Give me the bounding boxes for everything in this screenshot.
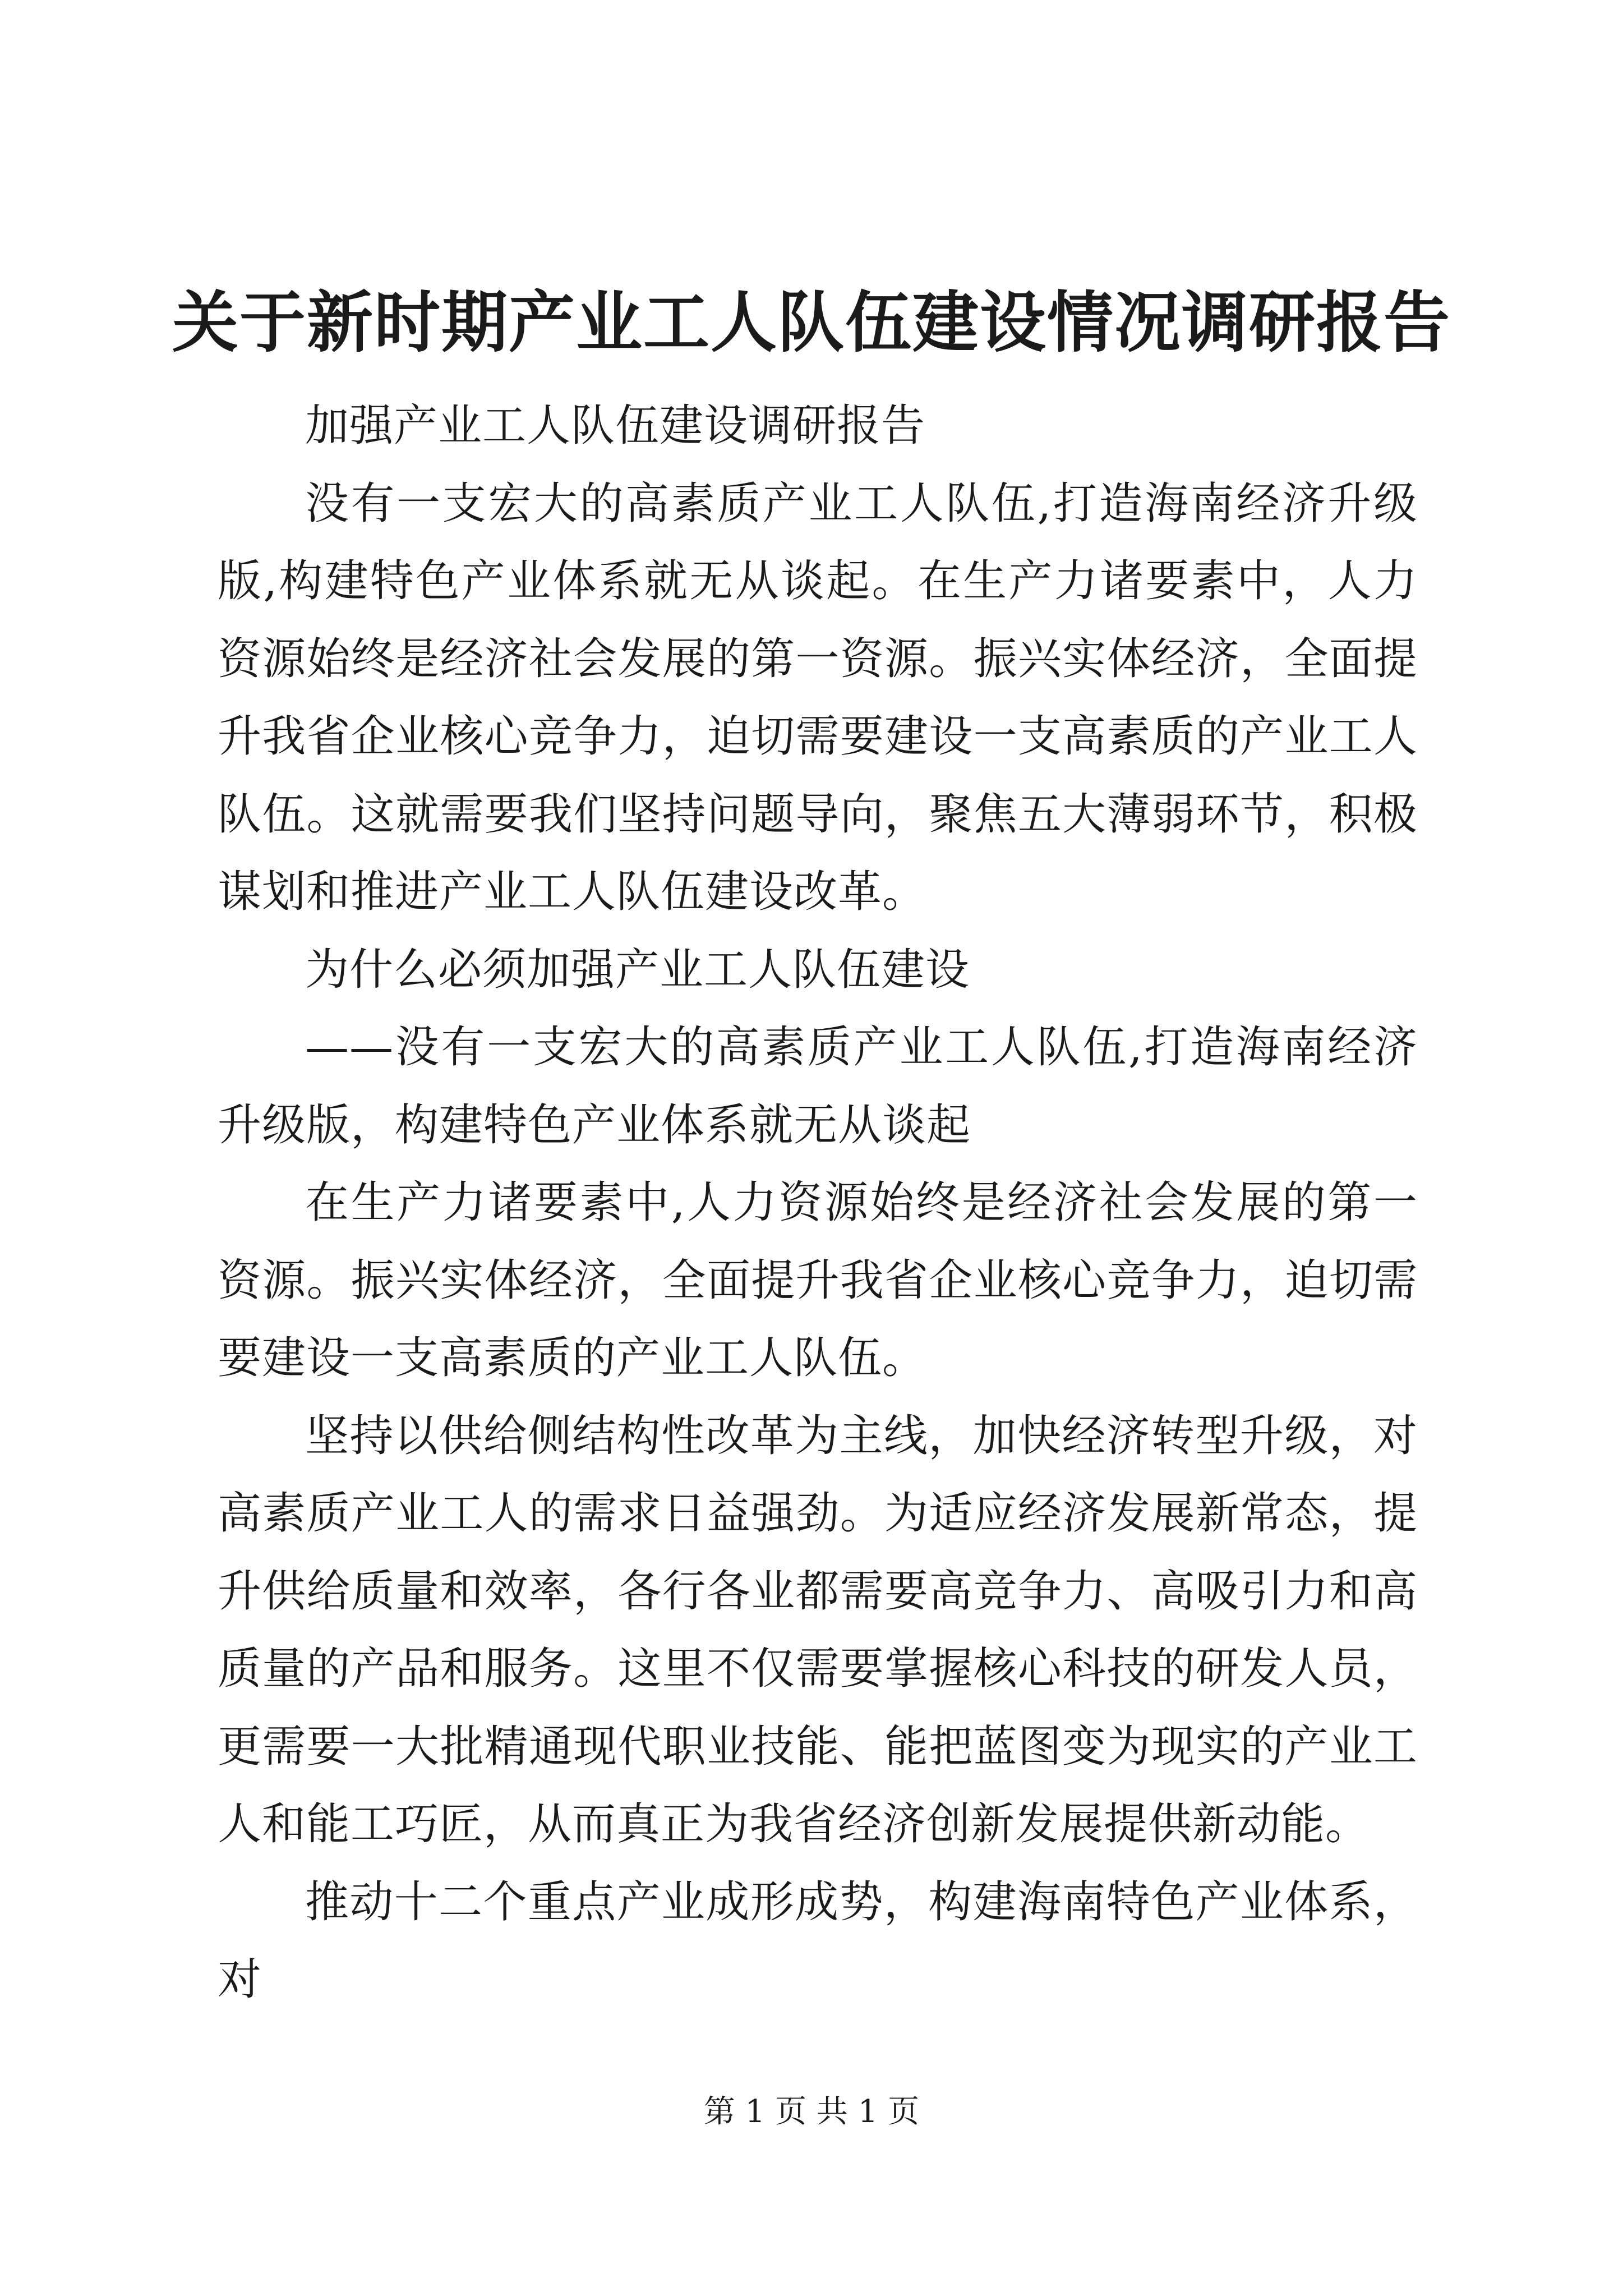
paragraph: 坚持以供给侧结构性改革为主线，加快经济转型升级，对高素质产业工人的需求日益强劲。为适应经济发展新常态，提升供给质量和效率，各行各业都需要高竞争力、高吸引力和高质量的产品和服务。这里不仅需要掌握核心科技的研发人员，更需要一大批精通现代职业技能、能把蓝图变为现实的产业工人和能工巧匠，从而真正为我省经济创新发展提供新动能。 bbox=[218, 1410, 1418, 1849]
paragraph: 没有一支宏大的高素质产业工人队伍,打造海南经济升级版,构建特色产业体系就无从谈起。在生产力诸要素中，人力资源始终是经济社会发展的第一资源。振兴实体经济，全面提升我省企业核心竞争力，迫切需要建设一支高素质的产业工人队伍。这就需要我们坚持问题导向，聚焦五大薄弱环节，积极谋划和推进产业工人队伍建设改革。 bbox=[218, 478, 1418, 917]
document-title: 关于新时期产业工人队伍建设情况调研报告 bbox=[172, 283, 1451, 361]
document-body bbox=[218, 387, 1418, 2019]
paragraph-heading: 为什么必须加强产业工人队伍建设 bbox=[305, 944, 970, 995]
page-footer: 第 1 页 共 1 页 bbox=[703, 2093, 920, 2130]
paragraph-subtitle: 加强产业工人队伍建设调研报告 bbox=[305, 401, 926, 451]
paragraph: 推动十二个重点产业成形成势，构建海南特色产业体系，对 bbox=[218, 1876, 1418, 2005]
paragraph: 在生产力诸要素中,人力资源始终是经济社会发展的第一资源。振兴实体经济，全面提升我省企业核心竞争力，迫切需要建设一支高素质的产业工人队伍。 bbox=[218, 1177, 1418, 1383]
paragraph: ——没有一支宏大的高素质产业工人队伍,打造海南经济升级版，构建特色产业体系就无从谈起 bbox=[218, 1022, 1418, 1151]
